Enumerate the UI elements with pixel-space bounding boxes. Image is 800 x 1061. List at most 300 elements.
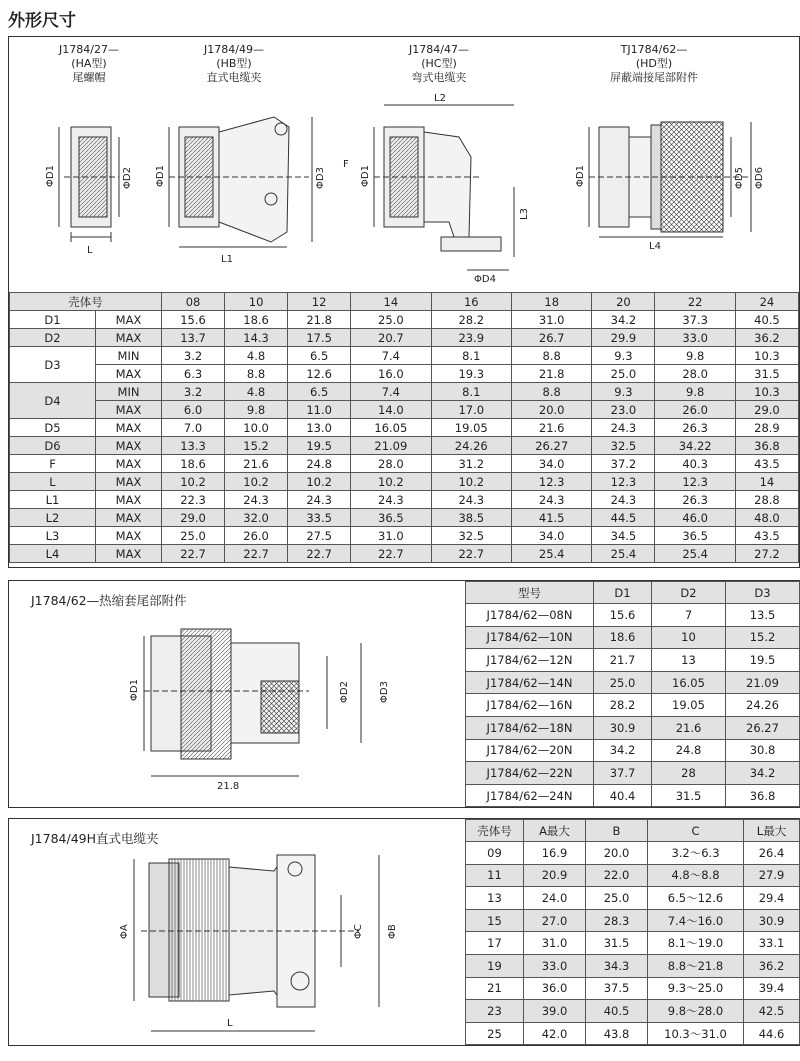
- value-cell: 28.8: [735, 491, 798, 509]
- table-cell: 17: [466, 932, 524, 955]
- table-cell: 24.26: [725, 694, 799, 717]
- table-cell: 6.5～12.6: [648, 887, 744, 910]
- limit-cell: MIN: [96, 383, 162, 401]
- value-cell: 21.8: [511, 365, 591, 383]
- value-cell: 26.0: [225, 527, 288, 545]
- table-cell: 26.27: [725, 716, 799, 739]
- value-cell: 8.1: [431, 347, 511, 365]
- dim-l: L: [87, 245, 93, 256]
- table-cell: 23: [466, 1000, 524, 1023]
- value-cell: 34.5: [592, 527, 655, 545]
- hd-drawing: [589, 122, 751, 237]
- value-cell: 34.0: [511, 455, 591, 473]
- value-cell: 3.2: [162, 383, 225, 401]
- dim-l1: L1: [221, 254, 233, 265]
- value-cell: 8.8: [511, 383, 591, 401]
- table-row: [10, 365, 799, 383]
- dim-d3: ΦD3: [315, 167, 326, 189]
- table-row: [466, 626, 800, 649]
- table-header: 16: [431, 293, 511, 311]
- dim-d5: ΦD5: [734, 167, 745, 189]
- value-cell: 8.1: [431, 383, 511, 401]
- dim-length: 21.8: [217, 781, 240, 792]
- limit-cell: MAX: [96, 401, 162, 419]
- value-cell: 17.5: [288, 329, 351, 347]
- table-cell: J1784/62—18N: [466, 716, 594, 739]
- value-cell: 13.0: [288, 419, 351, 437]
- value-cell: 14.0: [351, 401, 431, 419]
- table-cell: 9.3～25.0: [648, 977, 744, 1000]
- value-cell: 36.5: [655, 527, 735, 545]
- value-cell: 13.3: [162, 437, 225, 455]
- value-cell: 7.0: [162, 419, 225, 437]
- table-cell: 34.3: [586, 954, 648, 977]
- value-cell: 36.8: [735, 437, 798, 455]
- value-cell: 38.5: [431, 509, 511, 527]
- dim-l: L: [227, 1018, 233, 1029]
- value-cell: 24.3: [288, 491, 351, 509]
- value-cell: 9.8: [655, 383, 735, 401]
- table-row: [466, 694, 800, 717]
- table-row: [466, 784, 800, 807]
- value-cell: 23.9: [431, 329, 511, 347]
- limit-cell: MAX: [96, 419, 162, 437]
- table-cell: 21.09: [725, 671, 799, 694]
- table-cell: 43.8: [586, 1022, 648, 1045]
- table-cell: 30.8: [725, 739, 799, 762]
- table-cell: 25.0: [594, 671, 652, 694]
- dim-d1: ΦD1: [575, 165, 586, 187]
- dim-f: F: [343, 159, 349, 170]
- param-cell: L3: [10, 527, 96, 545]
- value-cell: 25.4: [655, 545, 735, 563]
- value-cell: 27.5: [288, 527, 351, 545]
- value-cell: 12.3: [511, 473, 591, 491]
- dim-d1: ΦD1: [155, 165, 166, 187]
- table-cell: 20.9: [524, 864, 586, 887]
- value-cell: 22.7: [351, 545, 431, 563]
- table-header: 08: [162, 293, 225, 311]
- variant-name: 直式电缆夹: [206, 71, 262, 84]
- table-cell: 20.0: [586, 842, 648, 865]
- value-cell: 37.3: [655, 311, 735, 329]
- dim-d6: ΦD6: [754, 167, 765, 189]
- value-cell: 34.2: [592, 311, 655, 329]
- value-cell: 14.3: [225, 329, 288, 347]
- value-cell: 31.2: [431, 455, 511, 473]
- table-cell: 27.0: [524, 909, 586, 932]
- table-cell: 21.7: [594, 649, 652, 672]
- value-cell: 10.2: [431, 473, 511, 491]
- value-cell: 6.5: [288, 383, 351, 401]
- table-header: A最大: [524, 820, 586, 842]
- value-cell: 17.0: [431, 401, 511, 419]
- value-cell: 29.0: [735, 401, 798, 419]
- value-cell: 18.6: [162, 455, 225, 473]
- table-row: [10, 491, 799, 509]
- table-cell: 42.0: [524, 1022, 586, 1045]
- variant-code: J1784/47—: [409, 43, 469, 56]
- table-row: [10, 437, 799, 455]
- limit-cell: MAX: [96, 365, 162, 383]
- value-cell: 22.7: [288, 545, 351, 563]
- variant-type: (HB型): [216, 57, 252, 70]
- value-cell: 28.0: [351, 455, 431, 473]
- value-cell: 9.8: [225, 401, 288, 419]
- dim-d4: ΦD4: [474, 274, 496, 285]
- table-cell: 16.9: [524, 842, 586, 865]
- limit-cell: MAX: [96, 437, 162, 455]
- value-cell: 22.7: [225, 545, 288, 563]
- table-cell: 37.5: [586, 977, 648, 1000]
- table-row: [466, 864, 800, 887]
- variant-code: J1784/49—: [204, 43, 264, 56]
- value-cell: 22.3: [162, 491, 225, 509]
- table-cell: 16.05: [652, 671, 726, 694]
- table-cell: 21.6: [652, 716, 726, 739]
- value-cell: 32.5: [431, 527, 511, 545]
- table-cell: 8.8～21.8: [648, 954, 744, 977]
- page-title: 外形尺寸: [8, 11, 76, 31]
- table-cell: 19.05: [652, 694, 726, 717]
- value-cell: 22.7: [162, 545, 225, 563]
- table-cell: 11: [466, 864, 524, 887]
- value-cell: 10.2: [225, 473, 288, 491]
- table-cell: 19.5: [725, 649, 799, 672]
- table-header: D2: [652, 582, 726, 604]
- value-cell: 21.6: [225, 455, 288, 473]
- table-row: [466, 1000, 800, 1023]
- value-cell: 46.0: [655, 509, 735, 527]
- value-cell: 25.4: [511, 545, 591, 563]
- table-cell: 24.0: [524, 887, 586, 910]
- table-row: [466, 604, 800, 627]
- table-row: [466, 649, 800, 672]
- value-cell: 31.0: [511, 311, 591, 329]
- value-cell: 25.0: [351, 311, 431, 329]
- table-cell: 21: [466, 977, 524, 1000]
- value-cell: 10.2: [351, 473, 431, 491]
- value-cell: 6.0: [162, 401, 225, 419]
- value-cell: 48.0: [735, 509, 798, 527]
- value-cell: 33.0: [655, 329, 735, 347]
- value-cell: 24.3: [431, 491, 511, 509]
- value-cell: 8.8: [511, 347, 591, 365]
- hb-drawing: [169, 117, 312, 247]
- value-cell: 44.5: [592, 509, 655, 527]
- value-cell: 32.5: [592, 437, 655, 455]
- variant-type: (HD型): [635, 57, 673, 70]
- table-cell: 13.5: [725, 604, 799, 627]
- limit-cell: MAX: [96, 455, 162, 473]
- value-cell: 26.0: [655, 401, 735, 419]
- value-cell: 10.3: [735, 383, 798, 401]
- table-cell: 33.0: [524, 954, 586, 977]
- table-cell: 33.1: [744, 932, 800, 955]
- table-row: [10, 473, 799, 491]
- value-cell: 22.7: [431, 545, 511, 563]
- value-cell: 26.3: [655, 491, 735, 509]
- value-cell: 3.2: [162, 347, 225, 365]
- value-cell: 32.0: [225, 509, 288, 527]
- limit-cell: MAX: [96, 311, 162, 329]
- table-cell: 28.2: [594, 694, 652, 717]
- value-cell: 24.26: [431, 437, 511, 455]
- param-cell: D6: [10, 437, 96, 455]
- table-header: 12: [288, 293, 351, 311]
- straight-clamp-drawing: [9, 819, 449, 1045]
- value-cell: 8.8: [225, 365, 288, 383]
- table-cell: J1784/62—12N: [466, 649, 594, 672]
- value-cell: 9.8: [655, 347, 735, 365]
- value-cell: 43.5: [735, 527, 798, 545]
- table-row: [466, 932, 800, 955]
- table-header: 22: [655, 293, 735, 311]
- value-cell: 7.4: [351, 383, 431, 401]
- value-cell: 24.3: [592, 419, 655, 437]
- top-drawings: [9, 37, 799, 287]
- limit-cell: MAX: [96, 329, 162, 347]
- table-cell: 36.2: [744, 954, 800, 977]
- param-cell: D2: [10, 329, 96, 347]
- table-cell: 44.6: [744, 1022, 800, 1045]
- table-row: [466, 671, 800, 694]
- table-row: [10, 347, 799, 365]
- table-cell: 13: [652, 649, 726, 672]
- value-cell: 28.0: [655, 365, 735, 383]
- table-cell: 7: [652, 604, 726, 627]
- table-header: 24: [735, 293, 798, 311]
- value-cell: 26.7: [511, 329, 591, 347]
- table-row: [466, 762, 800, 785]
- value-cell: 10.2: [288, 473, 351, 491]
- dim-a: ΦA: [119, 924, 130, 939]
- value-cell: 28.2: [431, 311, 511, 329]
- param-cell: L1: [10, 491, 96, 509]
- value-cell: 43.5: [735, 455, 798, 473]
- value-cell: 6.3: [162, 365, 225, 383]
- table-row: [10, 509, 799, 527]
- table-cell: 31.0: [524, 932, 586, 955]
- top-dimension-table: [9, 292, 799, 563]
- variant-code: J1784/27—: [59, 43, 119, 56]
- table-header: L最大: [744, 820, 800, 842]
- limit-cell: MAX: [96, 491, 162, 509]
- table-row: [466, 842, 800, 865]
- table-cell: 18.6: [594, 626, 652, 649]
- mid-table: [465, 581, 800, 807]
- table-header: 14: [351, 293, 431, 311]
- value-cell: 21.6: [511, 419, 591, 437]
- table-cell: J1784/62—20N: [466, 739, 594, 762]
- table-cell: 13: [466, 887, 524, 910]
- value-cell: 6.5: [288, 347, 351, 365]
- variant-name: 弯式电缆夹: [411, 71, 467, 84]
- value-cell: 24.3: [351, 491, 431, 509]
- param-cell: D1: [10, 311, 96, 329]
- value-cell: 10.3: [735, 347, 798, 365]
- value-cell: 9.3: [592, 383, 655, 401]
- value-cell: 24.8: [288, 455, 351, 473]
- table-header: D3: [725, 582, 799, 604]
- dim-c: ΦC: [353, 924, 364, 939]
- variant-name: 屏蔽端接尾部附件: [610, 71, 698, 84]
- table-cell: 39.0: [524, 1000, 586, 1023]
- param-cell: L2: [10, 509, 96, 527]
- value-cell: 13.7: [162, 329, 225, 347]
- value-cell: 31.5: [735, 365, 798, 383]
- value-cell: 14: [735, 473, 798, 491]
- table-cell: 15: [466, 909, 524, 932]
- dim-l3: L3: [519, 208, 530, 220]
- table-cell: 40.4: [594, 784, 652, 807]
- value-cell: 34.0: [511, 527, 591, 545]
- table-cell: 29.4: [744, 887, 800, 910]
- table-header: 壳体号: [466, 820, 524, 842]
- table-cell: 30.9: [594, 716, 652, 739]
- table-cell: 9.8～28.0: [648, 1000, 744, 1023]
- value-cell: 20.0: [511, 401, 591, 419]
- table-row: [10, 545, 799, 563]
- top-panel: [8, 36, 800, 568]
- table-row: [10, 455, 799, 473]
- table-cell: 15.6: [594, 604, 652, 627]
- dim-d1: ΦD1: [129, 679, 140, 701]
- value-cell: 23.0: [592, 401, 655, 419]
- table-cell: 24.8: [652, 739, 726, 762]
- value-cell: 40.5: [735, 311, 798, 329]
- table-cell: 8.1～19.0: [648, 932, 744, 955]
- value-cell: 15.2: [225, 437, 288, 455]
- value-cell: 36.5: [351, 509, 431, 527]
- table-row: [466, 716, 800, 739]
- dim-l4: L4: [649, 241, 661, 252]
- value-cell: 33.5: [288, 509, 351, 527]
- table-cell: 15.2: [725, 626, 799, 649]
- value-cell: 28.9: [735, 419, 798, 437]
- param-cell: L4: [10, 545, 96, 563]
- table-row: [10, 311, 799, 329]
- ha-drawing: [59, 127, 119, 242]
- value-cell: 12.6: [288, 365, 351, 383]
- bot-table: [465, 819, 800, 1045]
- table-cell: 31.5: [652, 784, 726, 807]
- table-cell: J1784/62—16N: [466, 694, 594, 717]
- value-cell: 16.05: [351, 419, 431, 437]
- limit-cell: MAX: [96, 509, 162, 527]
- value-cell: 24.3: [511, 491, 591, 509]
- table-cell: 34.2: [725, 762, 799, 785]
- value-cell: 34.22: [655, 437, 735, 455]
- table-row: [466, 909, 800, 932]
- table-header: 型号: [466, 582, 594, 604]
- value-cell: 26.3: [655, 419, 735, 437]
- table-row: [10, 419, 799, 437]
- table-header: 10: [225, 293, 288, 311]
- value-cell: 7.4: [351, 347, 431, 365]
- value-cell: 12.3: [592, 473, 655, 491]
- value-cell: 20.7: [351, 329, 431, 347]
- value-cell: 25.4: [592, 545, 655, 563]
- value-cell: 4.8: [225, 383, 288, 401]
- table-header: C: [648, 820, 744, 842]
- table-cell: 42.5: [744, 1000, 800, 1023]
- dim-d1: ΦD1: [45, 165, 56, 187]
- param-cell: D4: [10, 383, 96, 419]
- bot-panel: [8, 818, 800, 1046]
- value-cell: 21.8: [288, 311, 351, 329]
- value-cell: 29.0: [162, 509, 225, 527]
- value-cell: 26.27: [511, 437, 591, 455]
- table-cell: 30.9: [744, 909, 800, 932]
- dim-d1: ΦD1: [360, 165, 371, 187]
- table-cell: 27.9: [744, 864, 800, 887]
- variant-type: (HA型): [71, 57, 107, 70]
- table-cell: 25: [466, 1022, 524, 1045]
- value-cell: 15.6: [162, 311, 225, 329]
- table-row: [466, 739, 800, 762]
- variant-type: (HC型): [421, 57, 457, 70]
- table-cell: 36.8: [725, 784, 799, 807]
- limit-cell: MAX: [96, 527, 162, 545]
- table-cell: 19: [466, 954, 524, 977]
- heat-shrink-drawing: [9, 581, 449, 807]
- table-row: [466, 1022, 800, 1045]
- limit-cell: MAX: [96, 545, 162, 563]
- value-cell: 37.2: [592, 455, 655, 473]
- table-cell: J1784/62—22N: [466, 762, 594, 785]
- table-cell: 39.4: [744, 977, 800, 1000]
- value-cell: 31.0: [351, 527, 431, 545]
- value-cell: 41.5: [511, 509, 591, 527]
- value-cell: 27.2: [735, 545, 798, 563]
- limit-cell: MIN: [96, 347, 162, 365]
- value-cell: 25.0: [162, 527, 225, 545]
- table-cell: 31.5: [586, 932, 648, 955]
- value-cell: 21.09: [351, 437, 431, 455]
- value-cell: 19.05: [431, 419, 511, 437]
- table-cell: 7.4～16.0: [648, 909, 744, 932]
- value-cell: 19.5: [288, 437, 351, 455]
- table-header: 18: [511, 293, 591, 311]
- table-cell: 09: [466, 842, 524, 865]
- table-cell: 25.0: [586, 887, 648, 910]
- variant-code: TJ1784/62—: [620, 43, 688, 56]
- param-cell: D5: [10, 419, 96, 437]
- param-cell: F: [10, 455, 96, 473]
- table-row: [10, 383, 799, 401]
- value-cell: 4.8: [225, 347, 288, 365]
- value-cell: 18.6: [225, 311, 288, 329]
- table-header: 20: [592, 293, 655, 311]
- table-cell: J1784/62—10N: [466, 626, 594, 649]
- value-cell: 10.2: [162, 473, 225, 491]
- value-cell: 24.3: [225, 491, 288, 509]
- table-cell: 10: [652, 626, 726, 649]
- mid-panel: [8, 580, 800, 808]
- table-row: [10, 401, 799, 419]
- dim-d3: ΦD3: [379, 681, 390, 703]
- value-cell: 10.0: [225, 419, 288, 437]
- value-cell: 36.2: [735, 329, 798, 347]
- variant-name: 尾螺帽: [72, 71, 106, 84]
- dim-d2: ΦD2: [339, 681, 350, 703]
- value-cell: 12.3: [655, 473, 735, 491]
- table-cell: 10.3～31.0: [648, 1022, 744, 1045]
- table-cell: J1784/62—14N: [466, 671, 594, 694]
- table-cell: J1784/62—08N: [466, 604, 594, 627]
- dim-d2: ΦD2: [122, 167, 133, 189]
